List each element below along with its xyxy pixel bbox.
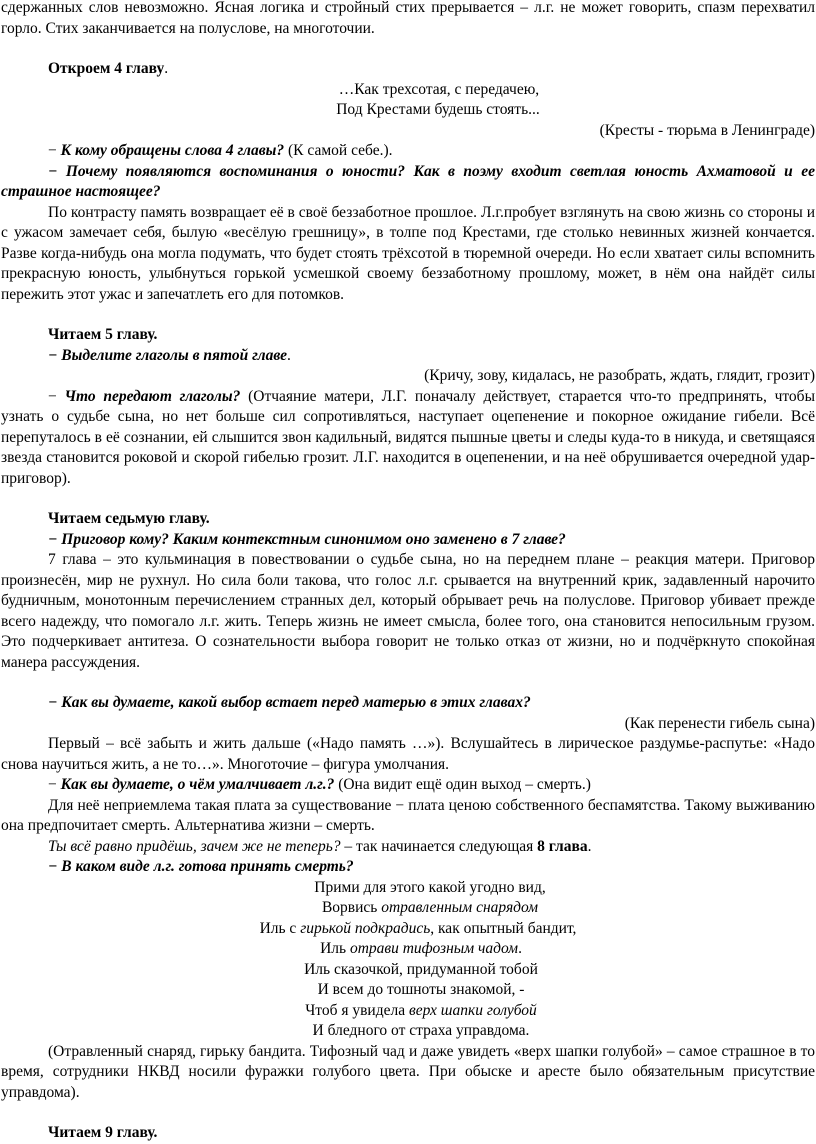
chapter-4-heading-dot: .: [164, 60, 169, 77]
verse-line-3: [1, 919, 815, 940]
chapter-8-label: 8 глава: [537, 837, 588, 855]
verse-line-7-a: Чтоб я увидела: [305, 1001, 409, 1019]
verse-line-3-c: , как опытный бандит,: [430, 919, 577, 937]
question-4-dash: −: [48, 387, 65, 405]
chapter-9-heading: Читаем 9 главу.: [48, 1124, 158, 1141]
question-3-text: − Выделите глаголы в пятой главе: [48, 346, 287, 364]
verse-line-2: [1, 898, 815, 919]
chapter-8-paragraph: (Отравленный снаряд, гирьку бандита. Тифозный чад и даже увидеть «верх шапки голубой» – самое страшное в то время, сотрудники НКВД носили фуражки голубого цвета. При обыске и аресте было обязательным присутствие управдома).: [1, 1042, 815, 1101]
question-7-answer: (Она видит ещё один выход – смерть.): [334, 776, 591, 793]
question-5: − Приговор кому? Каким контекстным синонимом оно заменено в 7 главе?: [48, 530, 566, 548]
verse-line-2-b: отравленным снарядом: [381, 899, 539, 916]
question-6: − Как вы думаете, какой выбор встает перед матерью в этих главах?: [48, 694, 531, 711]
intro-paragraph: сдержанных слов невозможно. Ясная логика и стройный стих прерывается – л.г. не может говорить, спазм перехватил горло. Стих заканчивается на полуслове, на многоточии.: [1, 0, 815, 37]
question-7: [1, 775, 815, 796]
question-3-dot: .: [286, 346, 291, 364]
verse-line-1: Прими для этого какой угодно вид,: [314, 878, 546, 896]
verse-line-4-a: Иль: [320, 940, 350, 957]
chapter-7-paragraph: 7 глава – это кульминация в повествовании о судьбе сына, но на переднем плане – реакция матери. Приговор произнесён, мир не рухнул. Но сила боли такова, что голос л.г. срывается на внутренний крик, задавленный нарочито будничным, монотонным перечислением странных дел, который обрывает речь на полуслове. Приговор убивает прежде всего надежду, что помогало л.г. жить. Теперь жизнь не имеет смысла, более того, она становится непосильным грузом. Это подчеркивает антитеза. О сознательности выбора говорит не только отказ от жизни, но и подчёркнуто спокойная манера рассуждения.: [1, 551, 815, 671]
chapter-5-heading: Читаем 5 главу.: [48, 326, 158, 343]
question-4-answer: (Отчаяние матери, Л.Г. поначалу действует, старается что-то предпринять, чтобы узнать о судьбе сына, но нет больше сил сопротивляться, наступает оцепенение и покорное ожидание гибели. Всё перепуталось в её сознании, ей слышится звон кадильный, видятся пышные цветы и следы куда-то в никуда, и светящаяся звезда становится роковой и скорой гибелью грозит. Л.Г. находится в оцепенении, и на неё обрушивается очередной удар-приговор).: [1, 387, 815, 487]
choice-paragraph-2: Для неё неприемлема такая плата за существование − плата ценою собственного беспамятства. Такому выживанию она предпочитает смерть. Альтернатива жизни – смерть.: [1, 796, 815, 834]
question-1-answer: (К самой себе.).: [284, 142, 393, 159]
verse-line-4-b: отрави тифозным чадом: [349, 940, 519, 957]
question-1: [1, 141, 815, 162]
question-8: − В каком виде л.г. готова принять смерть?: [48, 858, 354, 875]
chapter-4-verse-line: …Как трехсотая, с передачею,: [338, 80, 540, 98]
chapter-4-heading: [1, 59, 815, 80]
verse-line-2-a: Ворвись: [321, 899, 382, 916]
chapter-4-note: (Кресты - тюрьма в Ленинграде): [599, 121, 815, 139]
chapter-4-heading-text: Откроем 4 главу: [48, 60, 165, 77]
question-2: − Почему появляются воспоминания о юности? Как в поэму входит светлая юность Ахматовой и ее страшное настоящее?: [1, 162, 815, 200]
verse-line-7: [1, 1001, 815, 1022]
chapter-4-verse-line: Под Крестами будешь стоять...: [336, 101, 540, 118]
question-4-text: Что передают глаголы?: [64, 387, 241, 405]
chapter-4-paragraph: По контрасту память возвращает её в своё беззаботное прошлое. Л.г.пробует взглянуть на свою жизнь со стороны и с ужасом замечает себя, былую «весёлую грешницу», в толпе под Крестами, где столько невинных жизней кончается. Разве когда-нибудь она могла подумать, что будет стоять трёхсотой в тюремной очереди. Но если хватает силы вспомнить прекрасную юность, улыбнуться горькой усмешкой своему беззаботному прошлому, может, в нём она найдёт силы пережить этот ужас и запечатлеть его для потомков.: [1, 203, 815, 303]
chapter-8-quote: Ты всё равно придёшь, зачем же не теперь?: [48, 837, 341, 855]
verse-line-6: И всем до тошноты знакомой, -: [317, 981, 525, 998]
verse-line-4-c: .: [518, 940, 522, 957]
chapter-8-intro: [1, 837, 815, 858]
choice-paragraph-1: Первый – всё забыть и жить дальше («Надо память …»). Вслушайтесь в лирическое раздумье-распутье: «Надо снова научиться жить, а не то…». Многоточие – фигура умолчания.: [1, 735, 815, 773]
verse-line-7-b: верх шапки голубой: [408, 1001, 537, 1019]
question-7-dash: −: [48, 776, 61, 793]
question-4: [1, 387, 815, 490]
question-6-answer: (Как перенести гибель сына): [624, 714, 815, 732]
chapter-8-dot: .: [587, 837, 592, 855]
verse-line-4: [1, 939, 815, 960]
chapter-7-heading: Читаем седьмую главу.: [48, 510, 210, 527]
question-1-dash: −: [48, 142, 61, 159]
question-1-text: К кому обращены слова 4 главы?: [60, 142, 285, 159]
question-3: [1, 346, 815, 367]
verse-line-5: Иль сказочкой, придуманной тобой: [304, 960, 538, 978]
question-7-text: Как вы думаете, о чём умалчивает л.г.?: [60, 776, 335, 793]
verse-line-3-b: гирькой подкрадись: [300, 919, 431, 937]
verse-line-8: И бледного от страха управдома.: [312, 1022, 530, 1039]
verse-line-3-a: Иль с: [259, 919, 301, 937]
question-3-answer: (Кричу, зову, кидалась, не разобрать, ждать, глядит, грозит): [424, 367, 815, 384]
chapter-8-intro-text: – так начинается следующая: [340, 837, 538, 855]
